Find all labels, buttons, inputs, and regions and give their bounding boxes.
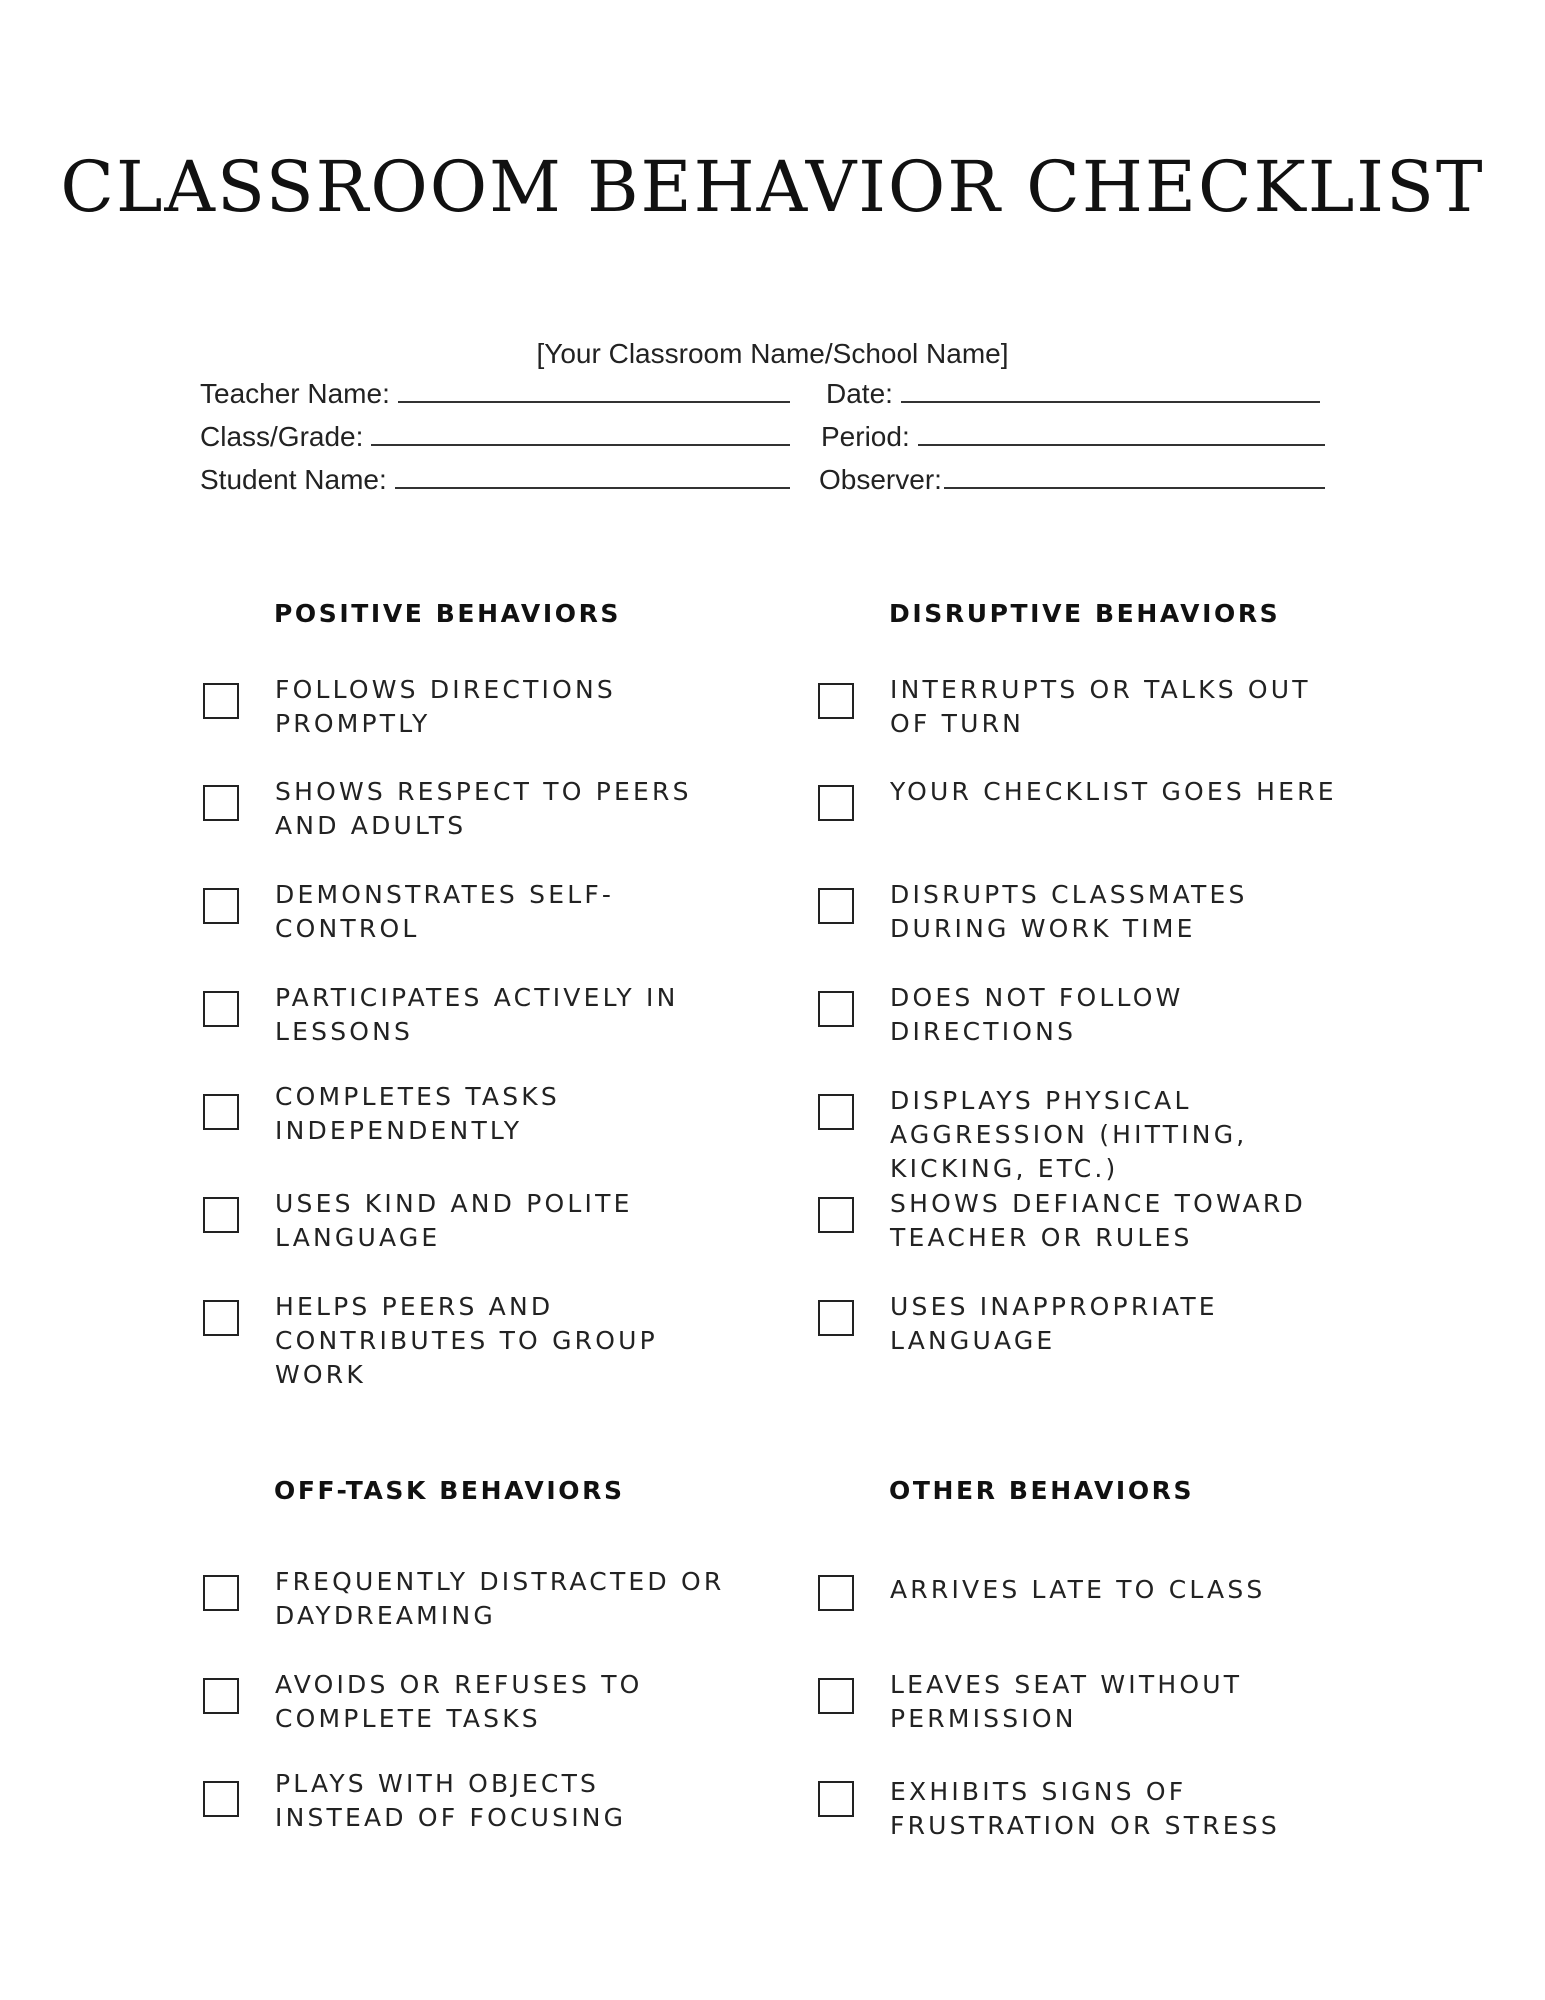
item-label: FOLLOWS DIRECTIONS PROMPTLY (275, 675, 616, 738)
student-name-field[interactable] (200, 461, 790, 501)
item-label: YOUR CHECKLIST GOES HERE (890, 777, 1337, 806)
class-grade-label: Class/Grade: (200, 421, 364, 452)
off-task-behaviors-heading: OFF-TASK BEHAVIORS (274, 1476, 625, 1505)
class-grade-field[interactable] (200, 418, 790, 458)
item-label: PARTICIPATES ACTIVELY IN LESSONS (275, 983, 679, 1046)
student-name-line[interactable] (395, 461, 790, 489)
observer-field[interactable] (819, 461, 1325, 501)
item-label: DISRUPTS CLASSMATES DURING WORK TIME (890, 880, 1248, 943)
checkbox[interactable] (203, 1300, 239, 1336)
checkbox[interactable] (203, 888, 239, 924)
checkbox[interactable] (818, 1575, 854, 1611)
period-field[interactable] (821, 418, 1325, 458)
teacher-name-line[interactable] (398, 375, 790, 403)
checkbox[interactable] (203, 785, 239, 821)
disruptive-behaviors-heading: DISRUPTIVE BEHAVIORS (889, 599, 1281, 628)
checkbox[interactable] (818, 785, 854, 821)
checkbox[interactable] (203, 1575, 239, 1611)
other-behaviors-heading: OTHER BEHAVIORS (889, 1476, 1195, 1505)
item-label: COMPLETES TASKS INDEPENDENTLY (275, 1082, 560, 1145)
item-label: EXHIBITS SIGNS OF FRUSTRATION OR STRESS (890, 1777, 1280, 1840)
checkbox[interactable] (818, 888, 854, 924)
teacher-name-field[interactable] (200, 375, 790, 415)
class-grade-line[interactable] (371, 418, 790, 446)
period-label: Period: (821, 421, 910, 452)
item-label: USES INAPPROPRIATE LANGUAGE (890, 1292, 1218, 1355)
date-line[interactable] (901, 375, 1320, 403)
item-label: SHOWS RESPECT TO PEERS AND ADULTS (275, 777, 692, 840)
checkbox[interactable] (818, 1781, 854, 1817)
checkbox[interactable] (818, 1300, 854, 1336)
item-label: PLAYS WITH OBJECTS INSTEAD OF FOCUSING (275, 1769, 627, 1832)
checkbox[interactable] (203, 1094, 239, 1130)
item-label: INTERRUPTS OR TALKS OUT OF TURN (890, 675, 1311, 738)
checkbox[interactable] (203, 1781, 239, 1817)
item-label: FREQUENTLY DISTRACTED OR DAYDREAMING (275, 1567, 725, 1630)
checkbox[interactable] (203, 683, 239, 719)
checkbox[interactable] (818, 683, 854, 719)
teacher-name-label: Teacher Name: (200, 378, 390, 409)
checkbox[interactable] (203, 1678, 239, 1714)
page-title: CLASSROOM BEHAVIOR CHECKLIST (60, 146, 1485, 228)
item-label: DOES NOT FOLLOW DIRECTIONS (890, 983, 1184, 1046)
item-label: LEAVES SEAT WITHOUT PERMISSION (890, 1670, 1243, 1733)
period-line[interactable] (918, 418, 1325, 446)
student-name-label: Student Name: (200, 464, 387, 495)
checkbox[interactable] (818, 1678, 854, 1714)
date-label: Date: (826, 378, 893, 409)
item-label: USES KIND AND POLITE LANGUAGE (275, 1189, 633, 1252)
item-label: SHOWS DEFIANCE TOWARD TEACHER OR RULES (890, 1189, 1306, 1252)
item-label: ARRIVES LATE TO CLASS (890, 1575, 1266, 1604)
item-label: DISPLAYS PHYSICAL AGGRESSION (HITTING, KICKING, ETC.) (890, 1086, 1248, 1183)
observer-line[interactable] (944, 461, 1325, 489)
checkbox[interactable] (818, 1197, 854, 1233)
date-field[interactable] (826, 375, 1320, 415)
observer-label: Observer: (819, 464, 942, 495)
item-label: HELPS PEERS AND CONTRIBUTES TO GROUP WORK (275, 1292, 658, 1389)
positive-behaviors-heading: POSITIVE BEHAVIORS (274, 599, 622, 628)
checkbox[interactable] (203, 1197, 239, 1233)
checkbox[interactable] (818, 991, 854, 1027)
checkbox[interactable] (818, 1094, 854, 1130)
item-label: AVOIDS OR REFUSES TO COMPLETE TASKS (275, 1670, 643, 1733)
school-name: [Your Classroom Name/School Name] (536, 338, 1009, 369)
checkbox[interactable] (203, 991, 239, 1027)
item-label: DEMONSTRATES SELF- CONTROL (275, 880, 615, 943)
